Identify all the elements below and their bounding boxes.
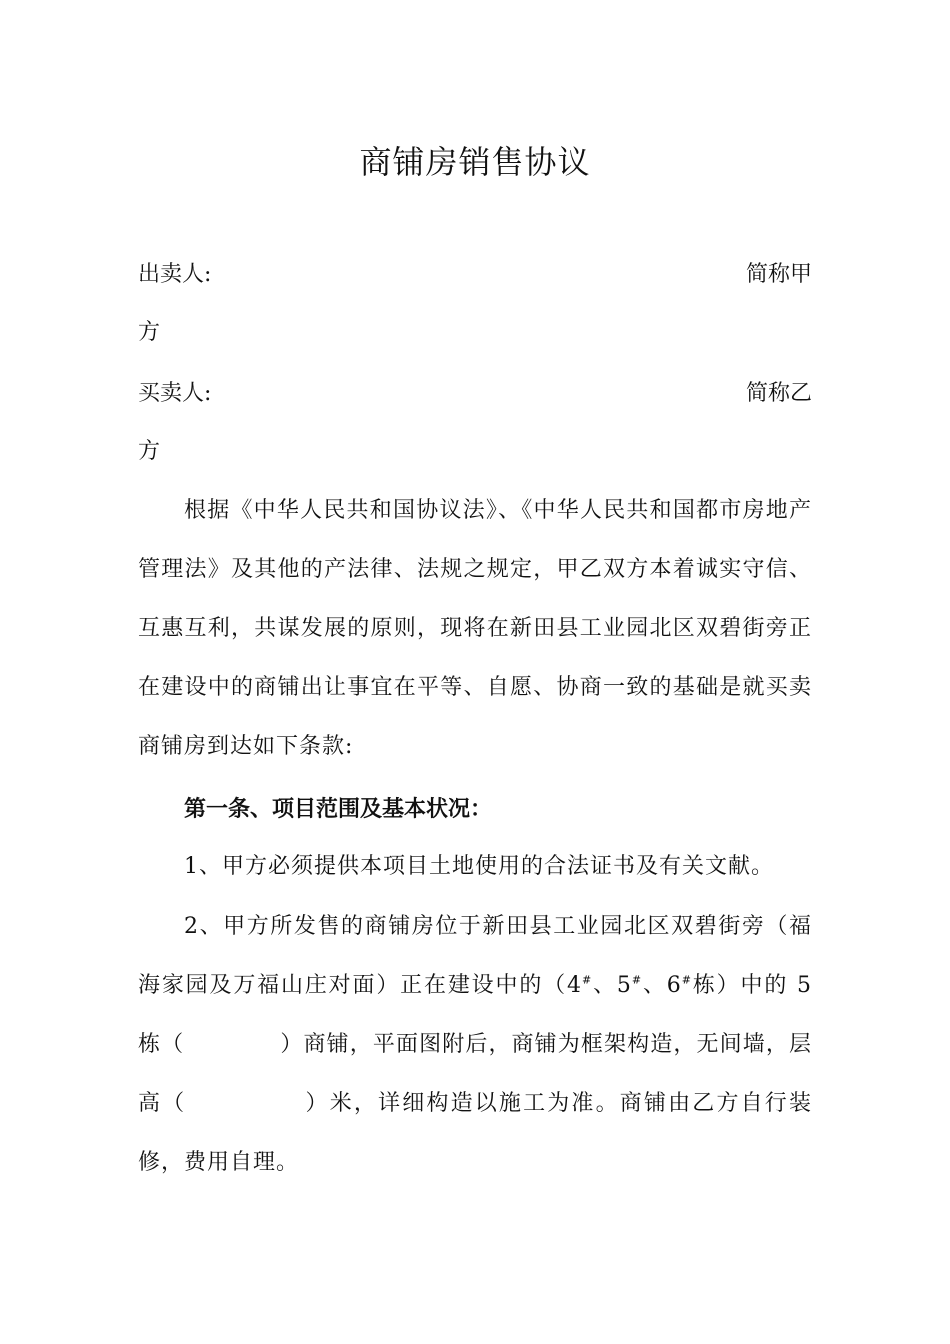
buyer-wrap-line: 方 bbox=[138, 439, 161, 464]
article-1-heading: 第一条、项目范围及基本状况： bbox=[184, 797, 493, 822]
clause-2-text-b: 、5 bbox=[592, 973, 632, 998]
buyer-short-name: 简称乙 bbox=[745, 381, 812, 406]
clause-2-sup-c: # bbox=[681, 973, 693, 987]
clause-2 bbox=[138, 897, 812, 1192]
clause-2-text-e: ）商铺，平面图附后，商铺为框架构造，无间墙，层高（ bbox=[138, 1032, 812, 1116]
buyer-label: 买卖人: bbox=[138, 381, 212, 406]
clause-2-text-a: 2、甲方所发售的商铺房位于新田县工业园北区双碧街旁（福海家园及万福山庄对面）正在建设中的（4 bbox=[138, 914, 812, 998]
clause-2-sup-a: # bbox=[582, 973, 593, 987]
clause-1: 1、甲方必须提供本项目土地使用的合法证书及有关文献。 bbox=[184, 854, 774, 879]
document-title: 商铺房销售协议 bbox=[359, 143, 591, 181]
clause-2-text-f: ）米，详细构造以施工为准。商铺由乙方自行装修，费用自理。 bbox=[138, 1091, 812, 1175]
seller-wrap-line: 方 bbox=[138, 320, 161, 345]
clause-2-text-c: 、6 bbox=[642, 973, 682, 998]
seller-line bbox=[138, 260, 812, 290]
buyer-line bbox=[138, 379, 812, 409]
clause-2-sup-b: # bbox=[631, 973, 643, 987]
clause-2-text-d: 栋）中的 5 栋（ bbox=[138, 973, 813, 1057]
preamble-paragraph: 根据《中华人民共和国协议法》、《中华人民共和国都市房地产管理法》及其他的产法律、法规之规定，甲乙双方本着诚实守信、互惠互利，共谋发展的原则，现将在新田县工业园北区双碧街旁正在建设中的商铺出让事宜在平等、自愿、协商一致的基础是就买卖商铺房到达如下条款: bbox=[138, 498, 812, 759]
seller-label: 出卖人: bbox=[138, 262, 212, 287]
seller-short-name: 简称甲 bbox=[745, 262, 812, 287]
